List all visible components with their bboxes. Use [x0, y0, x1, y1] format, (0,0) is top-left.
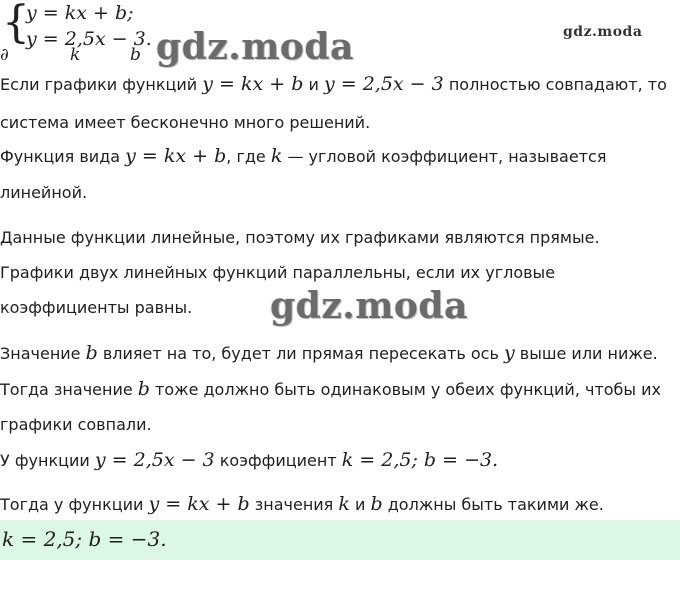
answer-box — [0, 520, 680, 560]
watermark-logo-middle: gdz.moda — [270, 285, 468, 327]
paragraph-4-line-3: графики совпали. — [0, 415, 152, 434]
paragraph-3-line-2: Графики двух линейных функций параллельны, если их угловые — [0, 263, 556, 282]
paragraph-5: У функции y = 2,5x − 3 коэффициент k = 2,5; b = −3. — [0, 449, 499, 471]
cropped-text-fragment: ∂ k b — [0, 45, 141, 65]
paragraph-1-line-2: система имеет бесконечно много решений. — [0, 113, 371, 132]
system-equation-2: y = 2,5x − 3. — [26, 28, 152, 50]
paragraph-3-line-3: коэффициенты равны. — [0, 298, 193, 317]
paragraph-1-line-1: Если графики функций y = kx + b и y = 2,5x − 3 полностью совпадают, то — [0, 73, 667, 95]
paragraph-4-line-1: Значение b влияет на то, будет ли прямая пересекать ось y выше или ниже. — [0, 342, 658, 364]
watermark-small-logo: gdz.moda — [563, 24, 643, 40]
system-equation-1: y = kx + b; — [26, 2, 134, 24]
watermark-logo: gdz.moda — [156, 26, 354, 68]
paragraph-6: Тогда у функции y = kx + b значения k и b должны быть такими же. — [0, 493, 604, 515]
paragraph-2-line-2: линейной. — [0, 183, 88, 202]
answer-text: k = 2,5; b = −3. — [2, 527, 167, 551]
system-brace: { — [2, 0, 30, 48]
paragraph-4-line-2: Тогда значение b тоже должно быть одинаковым у обеих функций, чтобы их — [0, 378, 661, 400]
paragraph-2-line-1: Функция вида y = kx + b, где k — угловой коэффициент, называется — [0, 145, 607, 167]
paragraph-3-line-1: Данные функции линейные, поэтому их графиками являются прямые. — [0, 228, 600, 247]
